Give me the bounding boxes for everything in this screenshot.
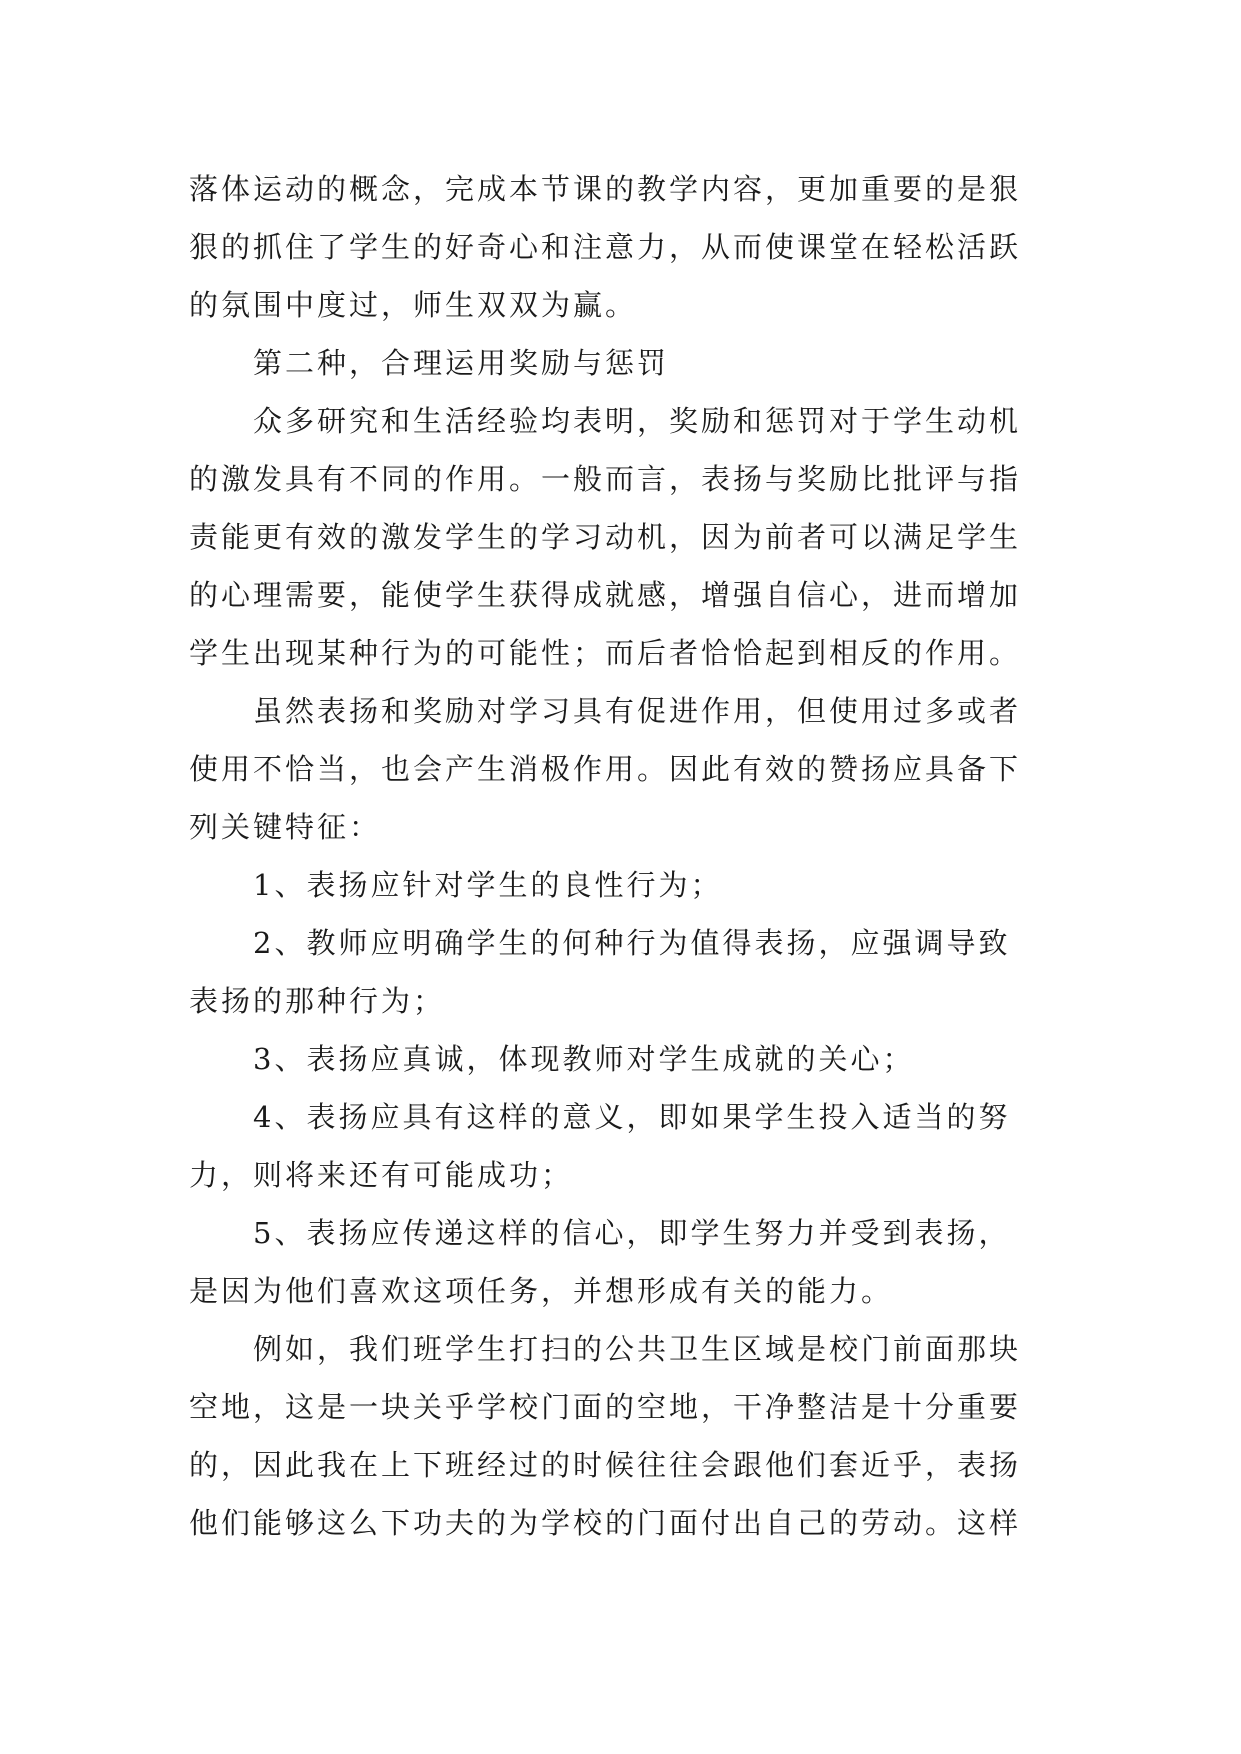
- document-body: [189, 160, 1069, 1552]
- text-line: 表扬的那种行为；: [189, 984, 446, 1018]
- text-line: 空地，这是一块关乎学校门面的空地，干净整洁是十分重要: [189, 1390, 1022, 1424]
- text-line: 他们能够这么下功夫的为学校的门面付出自己的劳动。这样: [189, 1506, 1022, 1540]
- text-line: 的激发具有不同的作用。一般而言，表扬与奖励比批评与指: [189, 462, 1022, 496]
- list-item: 2、教师应明确学生的何种行为值得表扬，应强调导致: [253, 926, 1011, 960]
- text-line: 责能更有效的激发学生的学习动机，因为前者可以满足学生: [189, 520, 1022, 554]
- text-line: 的氛围中度过，师生双双为赢。: [189, 288, 638, 322]
- list-item: 3、表扬应真诚，体现教师对学生成就的关心；: [253, 1042, 915, 1076]
- paragraph-start-line: 例如，我们班学生打扫的公共卫生区域是校门前面那块: [253, 1332, 1022, 1366]
- text-line: 力，则将来还有可能成功；: [189, 1158, 574, 1192]
- text-line: 狠的抓住了学生的好奇心和注意力，从而使课堂在轻松活跃: [189, 230, 1022, 264]
- section-heading: 第二种，合理运用奖励与惩罚: [253, 346, 670, 380]
- text-line: 列关键特征：: [189, 810, 382, 844]
- paragraph-start-line: 众多研究和生活经验均表明，奖励和惩罚对于学生动机: [253, 404, 1022, 438]
- paragraph-start-line: 虽然表扬和奖励对学习具有促进作用，但使用过多或者: [253, 694, 1022, 728]
- list-item: 5、表扬应传递这样的信心，即学生努力并受到表扬，: [253, 1216, 1011, 1250]
- text-line: 的，因此我在上下班经过的时候往往会跟他们套近乎，表扬: [189, 1448, 1022, 1482]
- text-line: 使用不恰当，也会产生消极作用。因此有效的赞扬应具备下: [189, 752, 1022, 786]
- text-line: 学生出现某种行为的可能性；而后者恰恰起到相反的作用。: [189, 636, 1022, 670]
- list-item: 1、表扬应针对学生的良性行为；: [253, 868, 723, 902]
- list-item: 4、表扬应具有这样的意义，即如果学生投入适当的努: [253, 1100, 1011, 1134]
- text-line: 的心理需要，能使学生获得成就感，增强自信心，进而增加: [189, 578, 1022, 612]
- text-line: 落体运动的概念，完成本节课的教学内容，更加重要的是狠: [189, 172, 1022, 206]
- text-line: 是因为他们喜欢这项任务，并想形成有关的能力。: [189, 1274, 894, 1308]
